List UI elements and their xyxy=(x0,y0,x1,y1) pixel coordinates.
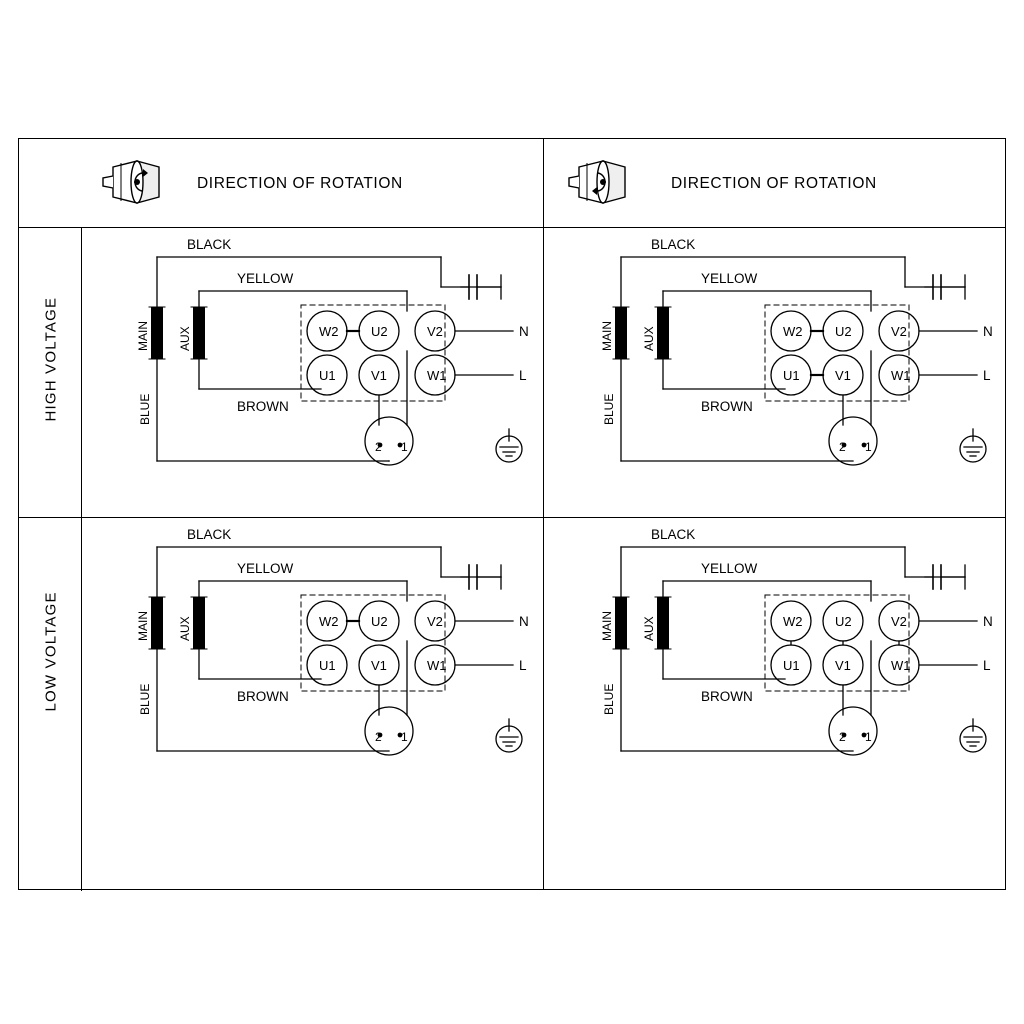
cap-terminal-1: 1 xyxy=(401,440,408,454)
terminal-w1: W1 xyxy=(891,368,911,383)
wire-label-blue: BLUE xyxy=(138,393,152,425)
terminal-v2: V2 xyxy=(891,324,907,339)
cap-terminal-2: 2 xyxy=(375,440,382,454)
wire-label-blue: BLUE xyxy=(138,683,152,715)
wire-label-yellow: YELLOW xyxy=(701,271,758,286)
terminal-u2: U2 xyxy=(835,614,852,629)
supply-label-l: L xyxy=(983,658,991,673)
motor-icon-right xyxy=(563,149,683,229)
diagram-table xyxy=(18,138,1006,890)
supply-label-n: N xyxy=(519,614,529,629)
supply-label-n: N xyxy=(983,614,993,629)
terminal-w1: W1 xyxy=(427,368,447,383)
wire-label-blue: BLUE xyxy=(602,393,616,425)
cap-terminal-1: 1 xyxy=(865,440,872,454)
terminal-v1: V1 xyxy=(371,368,387,383)
supply-label-l: L xyxy=(519,368,527,383)
wire-label-brown: BROWN xyxy=(701,689,753,704)
terminal-v1: V1 xyxy=(835,368,851,383)
terminal-u2: U2 xyxy=(371,614,388,629)
wire-label-brown: BROWN xyxy=(237,689,289,704)
terminal-u1: U1 xyxy=(319,368,336,383)
wire-label-yellow: YELLOW xyxy=(237,561,294,576)
terminal-v2: V2 xyxy=(427,324,443,339)
terminal-u2: U2 xyxy=(835,324,852,339)
terminal-w2: W2 xyxy=(783,324,803,339)
supply-label-n: N xyxy=(519,324,529,339)
terminal-w1: W1 xyxy=(891,658,911,673)
cap-terminal-2: 2 xyxy=(839,730,846,744)
terminal-v1: V1 xyxy=(371,658,387,673)
terminal-w2: W2 xyxy=(783,614,803,629)
wire-label-black: BLACK xyxy=(651,527,696,542)
coil-label-aux: AUX xyxy=(642,326,656,351)
column-header-left: DIRECTION OF ROTATION xyxy=(197,175,403,192)
terminal-w2: W2 xyxy=(319,324,339,339)
column-header-right: DIRECTION OF ROTATION xyxy=(671,175,877,192)
cap-terminal-2: 2 xyxy=(839,440,846,454)
wire-label-black: BLACK xyxy=(187,527,232,542)
row-label-high-voltage: HIGH VOLTAGE xyxy=(42,296,60,422)
terminal-v1: V1 xyxy=(835,658,851,673)
terminal-u1: U1 xyxy=(319,658,336,673)
coil-label-main: MAIN xyxy=(600,321,614,351)
supply-label-l: L xyxy=(519,658,527,673)
wire-label-blue: BLUE xyxy=(602,683,616,715)
terminal-v2: V2 xyxy=(427,614,443,629)
cap-terminal-1: 1 xyxy=(401,730,408,744)
terminal-w1: W1 xyxy=(427,658,447,673)
wire-label-yellow: YELLOW xyxy=(701,561,758,576)
schematic-high-voltage-ccw xyxy=(89,229,559,517)
coil-label-main: MAIN xyxy=(136,321,150,351)
wire-label-yellow: YELLOW xyxy=(237,271,294,286)
terminal-u1: U1 xyxy=(783,368,800,383)
coil-label-main: MAIN xyxy=(600,611,614,641)
terminal-v2: V2 xyxy=(891,614,907,629)
supply-label-n: N xyxy=(983,324,993,339)
wire-label-black: BLACK xyxy=(651,237,696,252)
schematic-low-voltage-ccw xyxy=(89,519,559,807)
coil-label-aux: AUX xyxy=(178,326,192,351)
wire-label-brown: BROWN xyxy=(701,399,753,414)
coil-label-main: MAIN xyxy=(136,611,150,641)
coil-label-aux: AUX xyxy=(178,616,192,641)
wire-label-black: BLACK xyxy=(187,237,232,252)
table-rule-horizontal-middle xyxy=(19,517,1005,518)
schematic-high-voltage-cw xyxy=(553,229,1023,517)
coil-label-aux: AUX xyxy=(642,616,656,641)
wire-label-brown: BROWN xyxy=(237,399,289,414)
supply-label-l: L xyxy=(983,368,991,383)
cap-terminal-2: 2 xyxy=(375,730,382,744)
terminal-u2: U2 xyxy=(371,324,388,339)
cap-terminal-1: 1 xyxy=(865,730,872,744)
row-label-low-voltage: LOW VOLTAGE xyxy=(42,591,60,712)
terminal-w2: W2 xyxy=(319,614,339,629)
table-rule-vertical-rowlabels xyxy=(81,227,82,891)
schematic-low-voltage-cw xyxy=(553,519,1023,807)
terminal-u1: U1 xyxy=(783,658,800,673)
